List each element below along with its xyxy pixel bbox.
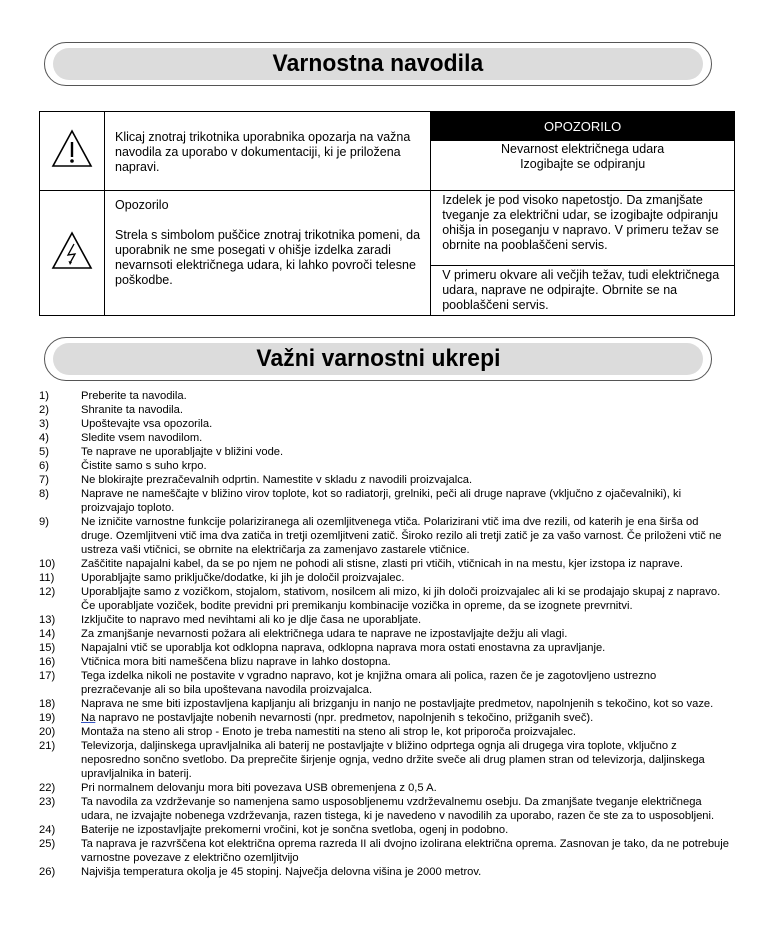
item-text: Montaža na steno ali strop - Enoto je treba namestiti na steno ali strop le, kot priporoča proizvajalec. xyxy=(81,726,576,738)
item-text: Preberite ta navodila. xyxy=(81,390,187,402)
item-text: Naprave ne nameščajte v bližino virov toplote, kot so radiatorji, grelniki, peči ali druge naprave (vključno z ojačevalniki), ki proizvajajo toploto. xyxy=(81,488,682,514)
list-item xyxy=(39,697,739,711)
item-text: Izključite to napravo med nevihtami ali ko je dlje časa ne uporabljate. xyxy=(81,614,422,626)
item-number: 16) xyxy=(39,656,56,668)
item-text: Ne izničite varnostne funkcije polariziranega ali ozemljitvenega vtiča. Polarizirani vtič ima dve rezili, od katerih je ena širša od druge. Ozemljitveni vtič ima dva zatiča in tretji ozemljitveni zatič. Široko rezilo ali tretji zatič je za vašo varnost. Če priloženi vtič ne ustreza vaši vtičnici, se obrnite na električarja za zamenjavo zastarele vtičnice. xyxy=(81,516,722,556)
item-number: 3) xyxy=(39,418,49,430)
item-number: 22) xyxy=(39,782,56,794)
warning-summary xyxy=(431,141,734,190)
item-number: 14) xyxy=(39,628,56,640)
item-text: Sledite vsem navodilom. xyxy=(81,432,203,444)
item-number: 15) xyxy=(39,642,56,654)
list-item xyxy=(39,487,739,515)
warning-header-cell xyxy=(431,112,735,191)
item-number: 6) xyxy=(39,460,49,472)
item-text: Ta naprava je razvrščena kot električna oprema razreda II ali dvojno izolirana električna oprema. Zasnovan je tako, da ne potrebuje varnostne povezave z električno ozemljitvijo xyxy=(81,838,729,864)
item-number: 11) xyxy=(39,572,55,584)
safety-measures-list xyxy=(39,389,739,879)
item-text: Televizorja, daljinskega upravljalnika ali baterij ne postavljajte v bližino odprtega ognja ali drugega vira toplote, vključno z neposredno sončno svetlobo. Da preprečite širjenje ognja, vedno držite sveče ali drug plamen stran od televizorja, daljinskega upravljalnika in baterij. xyxy=(81,740,705,780)
list-item xyxy=(39,571,739,585)
item-text: Naprava ne sme biti izpostavljena kapljanju ali brizganju in nanjo ne postavljajte predmetov, napolnjenih s tekočino, kot so vaze. xyxy=(81,698,714,710)
item-text: Zaščitite napajalni kabel, da se po njem ne pohodi ali stisne, zlasti pri vtičih, vtičnicah in na mestu, kjer izstopa iz naprave. xyxy=(81,558,683,570)
list-item xyxy=(39,739,739,781)
list-item xyxy=(39,655,739,669)
table-row xyxy=(40,112,735,191)
list-item xyxy=(39,711,739,725)
warning-line-1: Nevarnost električnega udara xyxy=(500,142,665,156)
list-item xyxy=(39,795,739,823)
section-title: Varnostna navodila xyxy=(272,50,484,77)
item-text: Upoštevajte vsa opozorila. xyxy=(81,418,213,430)
item-number: 9) xyxy=(39,516,49,528)
list-item xyxy=(39,515,739,557)
list-item xyxy=(39,389,739,403)
item-number: 7) xyxy=(39,474,49,486)
item-text: Ne blokirajte prezračevalnih odprtin. Namestite v skladu z navodili proizvajalca. xyxy=(81,474,473,486)
section-banner-important-measures xyxy=(44,337,712,381)
exclamation-description: Klicaj znotraj trikotnika uporabnika opozarja na važna navodila za uporabo v dokumentaciji, ki je priložena napravi. xyxy=(115,129,411,174)
list-item xyxy=(39,417,739,431)
list-item xyxy=(39,781,739,795)
item-text xyxy=(81,711,739,725)
list-item xyxy=(39,557,739,571)
item-text: Tega izdelka nikoli ne postavite v vgradno napravo, kot je knjižna omara ali polica, razen če je zagotovljeno ustrezno prezračevanje ali so bila upoštevana navodila proizvajalca. xyxy=(81,670,657,696)
section-banner-safety-instructions xyxy=(44,42,712,86)
warning-heading: Opozorilo xyxy=(115,198,169,212)
item-text: Ta navodila za vzdrževanje so namenjena samo usposobljenemu vzdrževalnemu osebju. Da zmanjšate tveganje električnega udara, ne izvajajte nobenega vzdrževanja, razen tistega, ki je navedeno v navodilih za uporabo, razen če ste za to usposobljeni. xyxy=(81,796,715,822)
item-text: Napajalni vtič se uporablja kot odklopna naprava, odklopna naprava mora ostati enostavna za upravljanje. xyxy=(81,642,606,654)
list-item xyxy=(39,431,739,445)
item-number: 20) xyxy=(39,726,56,738)
banner-inner xyxy=(53,48,703,80)
item-number: 13) xyxy=(39,614,56,626)
item-text-prefix: Na xyxy=(81,712,96,724)
item-number: 26) xyxy=(39,866,56,878)
item-number: 19) xyxy=(39,712,56,724)
description-cell xyxy=(105,191,431,316)
list-item xyxy=(39,627,739,641)
safety-symbols-table xyxy=(39,111,735,316)
item-number: 10) xyxy=(39,558,56,570)
item-text: Čistite samo s suho krpo. xyxy=(81,460,207,472)
item-text-rest: napravo ne postavljajte nobenih nevarnosti (npr. predmetov, napolnjenih s tekočino, prižganih sveč). xyxy=(95,712,594,724)
exclamation-triangle-icon xyxy=(50,128,94,170)
item-text: Uporabljajte samo z vozičkom, stojalom, stativom, nosilcem ali mizo, ki jih določi proizvajalec ali ki se prodajajo skupaj z napravo. Če uporabljate voziček, bodite previdni pri premikanju kombinacije vozička in opreme, da se izognete prevrnitvi. xyxy=(81,586,721,612)
item-text: Baterije ne izpostavljajte prekomerni vročini, kot je sončna svetloba, ogenj in podobno. xyxy=(81,824,509,836)
lightning-triangle-icon xyxy=(50,230,94,272)
item-number: 1) xyxy=(39,390,49,402)
warning-text-2: V primeru okvare ali večjih težav, tudi električnega udara, naprave ne odpirajte. Obrnite se na pooblaščeni servis. xyxy=(431,265,734,315)
item-text: Te naprave ne uporabljajte v bližini vode. xyxy=(81,446,284,458)
list-item xyxy=(39,473,739,487)
lightning-description: Strela s simbolom puščice znotraj trikotnika pomeni, da uporabnik ne sme posegati v ohišje izdelka zaradi nevarnsoti električnega udara, ki lahko povroči telesne poškodbe. xyxy=(115,228,421,287)
list-item xyxy=(39,823,739,837)
warning-header: OPOZORILO xyxy=(431,112,734,141)
list-item xyxy=(39,459,739,473)
item-number: 23) xyxy=(39,796,56,808)
item-text: Shranite ta navodila. xyxy=(81,404,183,416)
item-text: Vtičnica mora biti nameščena blizu naprave in lahko dostopna. xyxy=(81,656,391,668)
list-item xyxy=(39,445,739,459)
item-number: 24) xyxy=(39,824,56,836)
list-item xyxy=(39,669,739,697)
item-number: 21) xyxy=(39,740,56,752)
item-number: 25) xyxy=(39,838,56,850)
item-number: 12) xyxy=(39,586,56,598)
list-item xyxy=(39,403,739,417)
item-number: 8) xyxy=(39,488,49,500)
banner-inner xyxy=(53,343,703,375)
list-item xyxy=(39,585,739,613)
icon-cell xyxy=(40,112,105,191)
warning-text-cell xyxy=(431,191,735,316)
list-item xyxy=(39,613,739,627)
item-text: Za zmanjšanje nevarnosti požara ali električnega udara te naprave ne izpostavljajte dežju ali vlagi. xyxy=(81,628,568,640)
item-number: 4) xyxy=(39,432,49,444)
warning-line-2: Izogibajte se odpiranju xyxy=(520,157,646,171)
icon-cell xyxy=(40,191,105,316)
list-item xyxy=(39,865,739,879)
list-item xyxy=(39,641,739,655)
description-cell xyxy=(105,112,431,191)
list-item xyxy=(39,837,739,865)
item-number: 17) xyxy=(39,670,56,682)
item-text: Pri normalnem delovanju mora biti povezava USB obremenjena z 0,5 A. xyxy=(81,782,437,794)
table-row xyxy=(40,191,735,316)
item-number: 2) xyxy=(39,404,49,416)
item-text: Uporabljajte samo priključke/dodatke, ki jih je določil proizvajalec. xyxy=(81,572,405,584)
item-number: 5) xyxy=(39,446,49,458)
section-title: Važni varnostni ukrepi xyxy=(255,345,501,372)
warning-text-1: Izdelek je pod visoko napetostjo. Da zmanjšate tveganje za električni udar, se izogibajte odpiranju ohišja in poseganju v napravo. V primeru težav se obrnite na pooblaščeni servis. xyxy=(442,193,719,252)
item-text: Najvišja temperatura okolja je 45 stopinj. Največja delovna višina je 2000 metrov. xyxy=(81,866,482,878)
list-item xyxy=(39,725,739,739)
item-number: 18) xyxy=(39,698,56,710)
